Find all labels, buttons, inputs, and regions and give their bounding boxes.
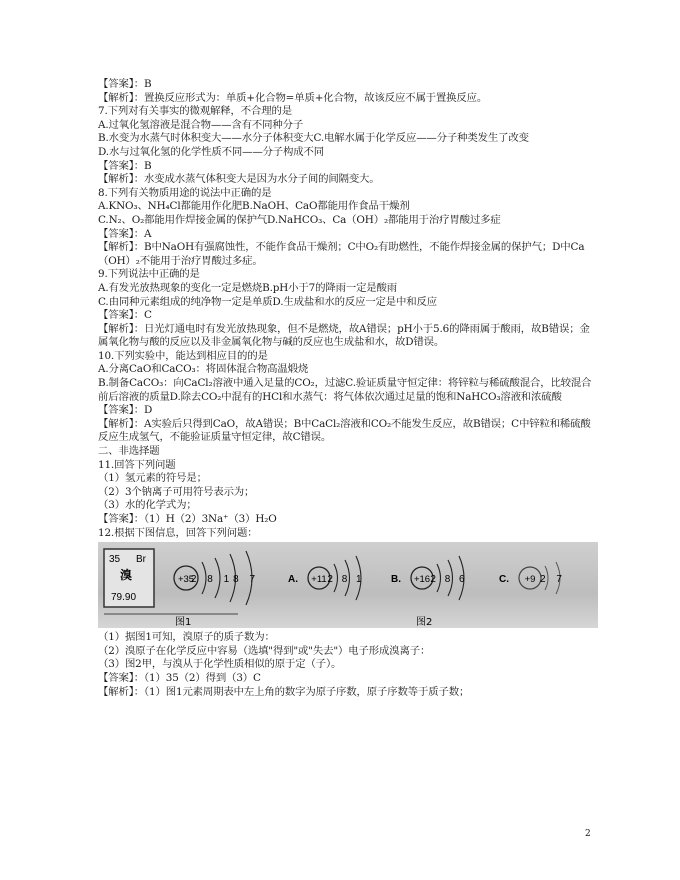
- q11-part-3: （3）水的化学式为；: [98, 499, 197, 512]
- element-box: [104, 549, 154, 607]
- q10-answer: 【答案】：D: [98, 404, 153, 417]
- q7-answer: 【答案】：B: [98, 159, 152, 172]
- q10-option-bcd: B.制备CaCO₃：向CaCl₂溶液中通入足量的CO₂，过滤C.验证质量守恒定律：将锌粒与稀硫酸混合，比较混合前后溶液的质量D.除去CO₂中混有的HCl和水蒸气：将气体依次通过足量的饱和NaHCO₃溶液和浓硫酸: [98, 377, 592, 403]
- atomic-number: 35: [109, 554, 121, 566]
- option-c-nucleus: +9: [524, 574, 536, 586]
- option-a-label: A.: [288, 574, 298, 586]
- bromine-shells: 2 8 18 7: [190, 574, 260, 586]
- q12-part-2: （2）溴原子在化学反应中容易（选填"得到"或"失去"）电子形成溴离子：: [98, 644, 431, 657]
- option-b-nucleus: +16: [413, 574, 431, 586]
- option-a-diagram: [288, 556, 365, 600]
- q12-analysis: 【解析】：（1）图1元素周期表中左上角的数字为原子序数，原子序数等于质子数；: [98, 685, 470, 698]
- bromine-nucleus: +35: [177, 574, 195, 586]
- q9-option-cd: C.由同种元素组成的纯净物一定是单质D.生成盐和水的反应一定是中和反应: [98, 295, 438, 308]
- figure-2-caption: 图2: [416, 617, 433, 629]
- question-12: 12.根据下图信息，回答下列问题：: [98, 526, 258, 539]
- q7-option-d: D.水与过氧化氢的化学性质不同——分子构成不同: [98, 145, 325, 158]
- question-7: 7.下列对有关事实的微观解释，不合理的是: [98, 105, 292, 118]
- answer-line: 【答案】：B: [98, 78, 152, 90]
- q9-analysis: 【解析】：日光灯通电时有发光放热现象，但不是燃烧，故A错误；pH小于5.6的降雨属于酸雨，故B错误；金属氧化物与酸的反应以及非金属氧化物与碱的反应也生成盐和水，故D错误。: [98, 322, 590, 349]
- bromine-atom-diagram: [174, 551, 259, 605]
- option-b-diagram: [391, 556, 468, 600]
- option-c-shells: 2 7: [540, 574, 566, 586]
- option-a-nucleus: +11: [311, 574, 327, 586]
- q7-option-bc: B.水变为水蒸气时体积变大——水分子体积变大C.电解水属于化学反应——分子种类发生了改变: [98, 132, 529, 145]
- atomic-structure-figure: [98, 542, 598, 628]
- q10-analysis: 【解析】：A实验后只得到CaO，故A错误；B中CaCl₂溶液和CO₂不能发生反应，故B错误；C中锌粒和稀硫酸反应生成氢气，不能验证质量守恒定律，故C错误。: [98, 417, 591, 444]
- option-b-label: B.: [391, 574, 401, 586]
- analysis-line: 【解析】：置换反应形式为：单质+化合物=单质+化合物，故该反应不属于置换反应。: [98, 91, 488, 104]
- element-symbol: Br: [136, 554, 146, 566]
- question-11: 11.回答下列问题: [98, 458, 176, 471]
- q12-part-3: （3）图2甲，与溴从于化学性质相似的原于定（子）。: [98, 658, 342, 671]
- q10-option-a: A.分离CaO和CaCO₃：将固体混合物高温煅烧: [98, 363, 309, 376]
- document-page: [98, 78, 598, 699]
- atomic-mass: 79.90: [111, 592, 137, 604]
- q7-option-a: A.过氧化氢溶液是混合物——含有不同种分子: [98, 118, 304, 131]
- question-10: 10.下列实验中，能达到相应目的的是: [98, 349, 268, 362]
- question-9: 9.下列说法中正确的是: [98, 268, 200, 281]
- q8-answer: 【答案】：A: [98, 227, 152, 240]
- q11-part-1: （1）氢元素的符号是；: [98, 472, 207, 485]
- option-b-shells: 2 8 6: [430, 574, 468, 586]
- section-heading: 二、非选择题: [98, 445, 160, 458]
- option-c-label: C.: [499, 574, 509, 586]
- q8-option-cd: C.N₂、O₂都能用作焊接金属的保护气D.NaHCO₃、Ca（OH）₂都能用于治疗胃酸过多症: [98, 213, 501, 226]
- q8-option-ab: A.KNO₃、NH₄Cl都能用作化肥B.NaOH、CaO都能用作食品干燥剂: [98, 200, 410, 213]
- q12-part-1: （1）据图1可知，溴原子的质子数为：: [98, 631, 275, 644]
- element-name: 溴: [120, 568, 133, 583]
- q7-analysis: 【解析】：水变成水蒸气体积变大是因为水分子间的间隔变大。: [98, 173, 380, 186]
- option-c-diagram: [499, 562, 566, 594]
- page-number: 2: [585, 829, 591, 839]
- figure-1-caption: 图1: [175, 617, 192, 629]
- option-a-shells: 2 8 1: [327, 574, 365, 586]
- q12-answer: 【答案】：（1）35（2）得到（3）C: [98, 671, 261, 684]
- q9-answer: 【答案】：C: [98, 309, 152, 322]
- q11-part-2: （2）3个钠离子可用符号表示为；: [98, 485, 255, 498]
- q8-analysis: 【解析】：B中NaOH有强腐蚀性，不能作食品干燥剂；C中O₂有助燃性，不能作焊接金属的保护气；D中Ca（OH）₂不能用于治疗胃酸过多症。: [98, 241, 585, 267]
- q9-option-ab: A.有发光放热现象的变化一定是燃烧B.pH小于7的降雨一定是酸雨: [98, 281, 398, 294]
- q11-answer: 【答案】：（1）H（2）3Na⁺（3）H₂O: [98, 513, 277, 525]
- question-8: 8.下列有关物质用途的说法中正确的是: [98, 186, 272, 199]
